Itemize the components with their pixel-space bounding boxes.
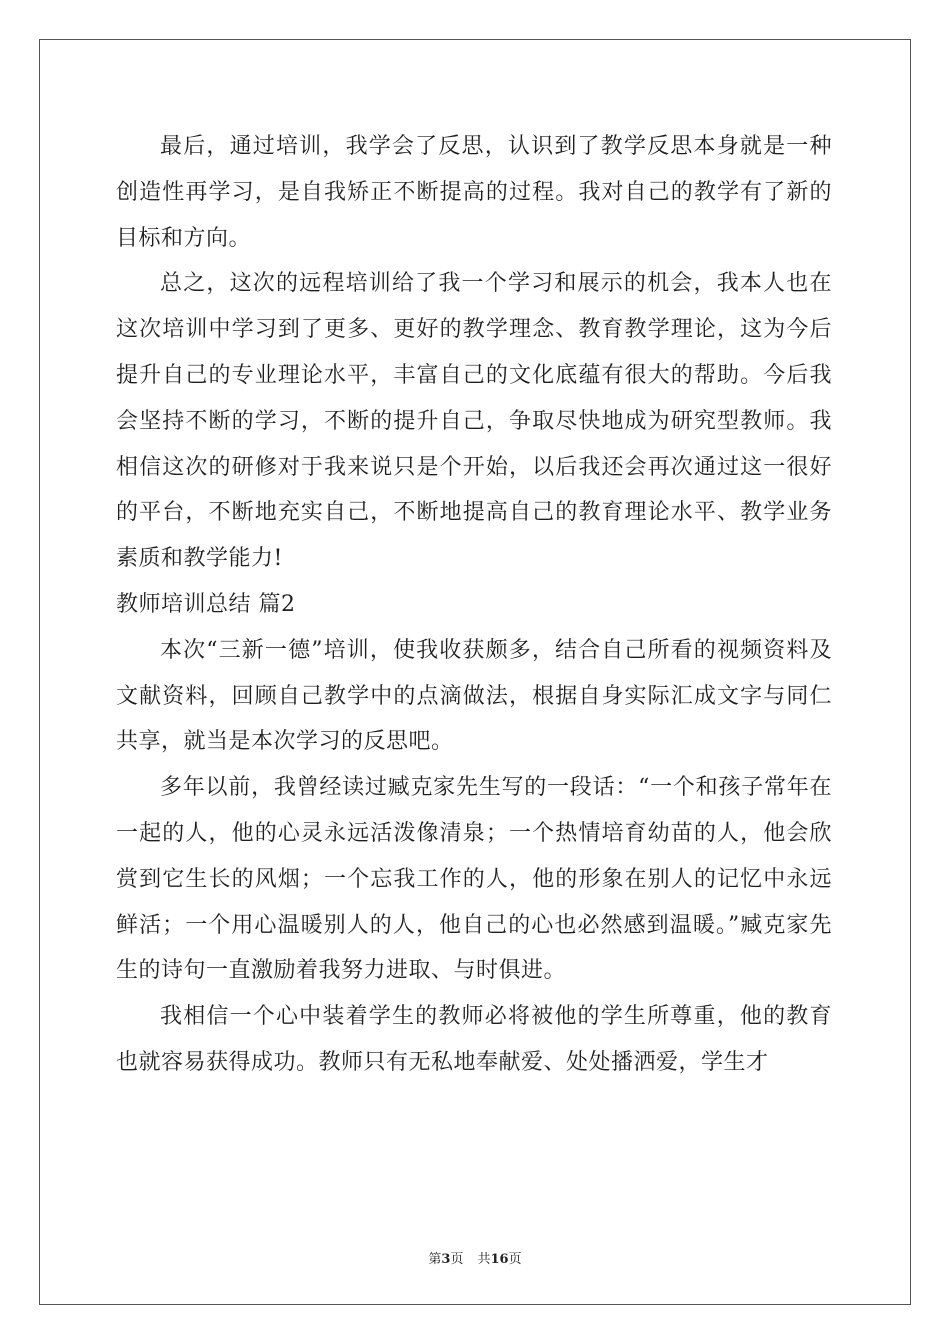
page-prefix: 第: [428, 1252, 442, 1267]
total-prefix: 共: [477, 1252, 491, 1267]
page-suffix: 页: [450, 1252, 464, 1267]
paragraph: 我相信一个心中装着学生的教师必将被他的学生所尊重，他的教育也就容易获得成功。教师只有无私地奉献爱、处处播洒爱，学生才: [116, 1004, 832, 1075]
total-suffix: 页: [508, 1252, 522, 1267]
total-pages: 16: [490, 1252, 509, 1267]
paragraph: 本次“三新一德”培训，使我收获颇多，结合自己所看的视频资料及文献资料，回顾自己教学中的点滴做法，根据自身实际汇成文字与同仁共享，就当是本次学习的反思吧。: [116, 637, 832, 755]
page-number: 3: [441, 1252, 451, 1267]
section-heading: 教师培训总结 篇2: [116, 591, 296, 617]
paragraph: 总之，这次的远程培训给了我一个学习和展示的机会，我本人也在这次培训中学习到了更多、更好的教学理念、教育教学理论，这为今后提升自己的专业理论水平，丰富自己的文化底蕴有很大的帮助。今后我会坚持不断的学习，不断的提升自己，争取尽快地成为研究型教师。我相信这次的研修对于我来说只是个开始，以后我还会再次通过这一很好的平台，不断地充实自己，不断地提高自己的教育理论水平、教学业务素质和教学能力!: [116, 271, 832, 572]
document-body: [116, 124, 832, 1086]
page-footer: [0, 1248, 950, 1267]
paragraph: 最后，通过培训，我学会了反思，认识到了教学反思本身就是一种创造性再学习，是自我矫正不断提高的过程。我对自己的教学有了新的目标和方向。: [116, 134, 832, 251]
paragraph: 多年以前，我曾经读过臧克家先生写的一段话：“一个和孩子常年在一起的人，他的心灵永远活泼像清泉；一个热情培育幼苗的人，他会欣赏到它生长的风烟；一个忘我工作的人，他的形象在别人的记忆中永远鲜活；一个用心温暖别人的人，他自己的心也必然感到温暖。”臧克家先生的诗句一直激励着我努力进取、与时俱进。: [116, 775, 832, 984]
